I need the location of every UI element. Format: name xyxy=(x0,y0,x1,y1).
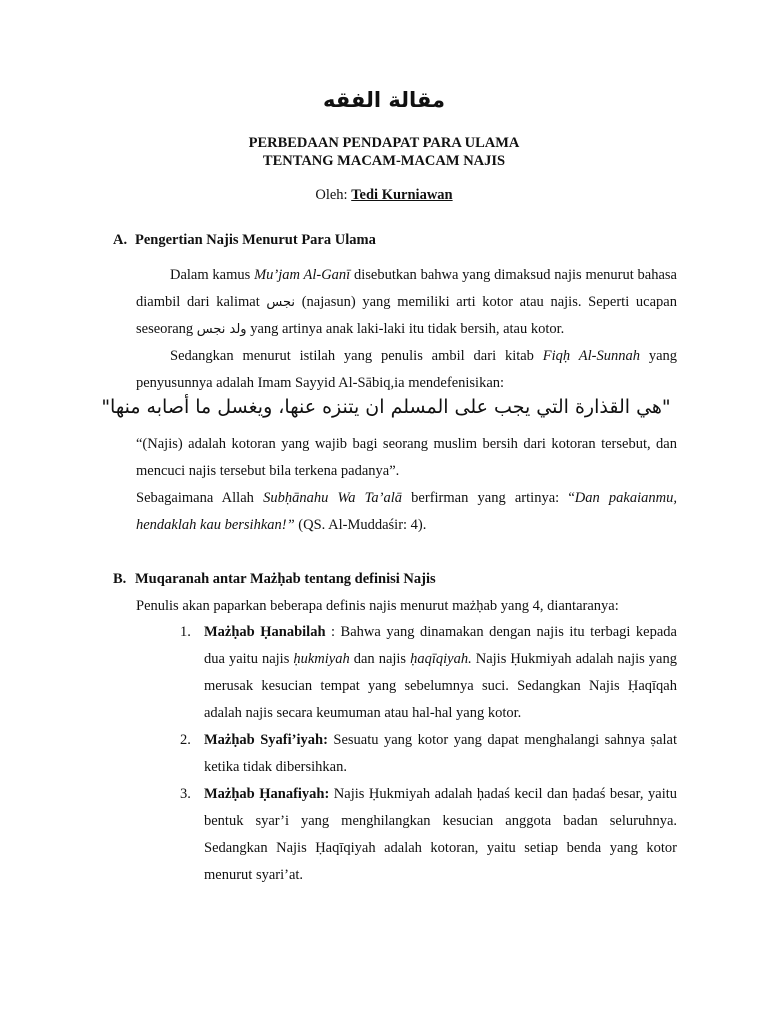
text: (najasun) yang memiliki arti kotor atau najis. Seperti ucapan seseorang xyxy=(136,294,677,337)
by-label: Oleh: xyxy=(315,187,352,203)
arabic-quote: "هي القذارة التي يجب على المسلم ان يتنزه عنها، ويغسل ما أصابه منها" xyxy=(101,396,671,418)
list-item xyxy=(180,619,677,727)
text: dan najis xyxy=(349,651,411,667)
title-line-2: TENTANG MACAM-MACAM NAJIS xyxy=(262,153,506,169)
section-b-number: B. xyxy=(113,571,127,587)
book-title: Mu’jam Al-Ganī xyxy=(254,267,351,283)
text: Dalam kamus xyxy=(170,267,255,283)
paragraph-translation: “(Najis) adalah kotoran yang wajib bagi seorang muslim bersih dari kotoran tersebut, dan mencuci najis tersebut bila terkena padanya”. xyxy=(136,436,677,479)
text: Sedangkan menurut istilah yang penulis ambil dari kitab xyxy=(170,348,543,364)
verse-text: Dan pakaianmu, hendaklah kau bersihkan!” xyxy=(136,490,677,533)
paragraph-kamus xyxy=(136,262,677,343)
section-b-intro: Penulis akan paparkan beberapa definis najis menurut mażḥab yang 4, diantaranya: xyxy=(136,598,619,614)
author-name: Tedi Kurniawan xyxy=(351,187,453,203)
list-item xyxy=(180,727,677,781)
section-b-heading xyxy=(113,571,436,588)
book-title: Fiqḥ Al-Sunnah xyxy=(542,348,640,364)
madhab-name: Mażḥab Ḥanabilah xyxy=(204,624,326,640)
list-number: 2. xyxy=(180,732,191,748)
document-title xyxy=(0,134,768,170)
divine-epithet: Subḥānahu Wa Ta’alā xyxy=(263,490,402,506)
madhab-name: Mażḥab Ḥanafiyah: xyxy=(204,786,330,802)
arabic-title: مقالة الفقه xyxy=(323,88,445,112)
text: : Bahwa yang dinamakan dengan najis itu terbagi kepada dua yaitu najis xyxy=(204,624,677,667)
arabic-phrase: ولد نجس xyxy=(196,322,247,337)
arabic-word: نجس xyxy=(266,295,296,310)
title-line-1: PERBEDAAN PENDAPAT PARA ULAMA xyxy=(248,135,520,151)
text: Sebagaimana Allah xyxy=(136,490,264,506)
section-a-title: Pengertian Najis Menurut Para Ulama xyxy=(135,232,376,248)
text: Sesuatu yang kotor yang dapat menghalangi sahnya ṣalat ketika tidak dibersihkan. xyxy=(204,732,677,775)
section-a-number: A. xyxy=(113,232,128,248)
text: berfirman yang artinya: “ xyxy=(402,490,575,506)
text: Najis Ḥukmiyah adalah ḥadaś kecil dan ḥadaś besar, yaitu bentuk syar’i yang menghilangkan kesucian anggota badan seluruhnya. Sedangkan Najis Ḥaqīqiyah adalah kotoran, yaitu setiap benda yang kotor menurut syari’at. xyxy=(204,786,678,883)
section-b-title: Muqaranah antar Mażḥab tentang definisi Najis xyxy=(135,571,436,587)
list-number: 3. xyxy=(180,786,191,802)
section-a-heading xyxy=(113,232,376,249)
paragraph-istilah xyxy=(136,343,677,397)
madhab-list xyxy=(180,619,677,889)
byline xyxy=(0,187,768,204)
list-item xyxy=(180,781,677,889)
text: yang penyusunnya adalah Imam Sayyid Al-Sābiq,ia mendefenisikan: xyxy=(136,348,677,391)
madhab-name: Mażḥab Syafi’iyah: xyxy=(204,732,328,748)
list-number: 1. xyxy=(180,624,191,640)
term-italic: ḥaqīqiyah. xyxy=(410,651,472,667)
text: disebutkan bahwa yang dimaksud najis menurut bahasa diambil dari kalimat xyxy=(136,267,677,310)
term-italic: ḥukmiyah xyxy=(293,651,350,667)
verse-reference: (QS. Al-Muddaśir: 4). xyxy=(294,517,427,533)
text: yang artinya anak laki-laki itu tidak bersih, atau kotor. xyxy=(246,321,565,337)
paragraph-quran xyxy=(136,485,677,539)
text: Najis Ḥukmiyah adalah najis yang merusak kesucian tempat yang sebelumnya suci. Sedangkan Najis Ḥaqīqah adalah najis secara keumuman atau hal-hal yang kotor. xyxy=(204,651,677,721)
